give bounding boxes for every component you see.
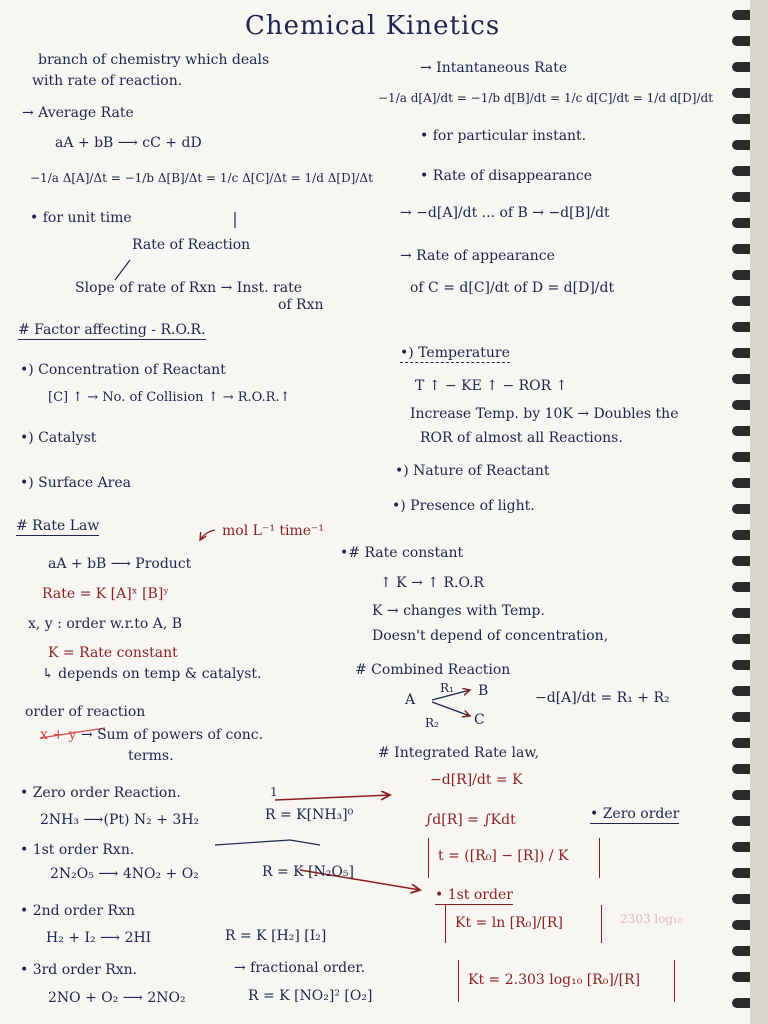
temperature-note-2: ROR of almost all Reactions.	[420, 430, 623, 446]
order-heading: order of reaction	[25, 704, 146, 720]
combined-reaction-heading: # Combined Reaction	[355, 662, 511, 678]
intro-line-2: with rate of reaction.	[32, 73, 183, 89]
rate-of-reaction-label: Rate of Reaction	[132, 237, 251, 253]
second-order-equation: H₂ + I₂ ⟶ 2HI	[46, 930, 152, 946]
order-terms: terms.	[128, 748, 174, 764]
zero-order-heading: • Zero order Reaction.	[20, 785, 181, 801]
rate-law-expression: Rate = K [A]ˣ [B]ʸ	[42, 586, 170, 602]
first-order-equation: 2N₂O₅ ⟶ 4NO₂ + O₂	[50, 866, 199, 882]
unit-time-note: • for unit time	[30, 210, 132, 226]
temperature-note-1: Increase Temp. by 10K → Doubles the	[410, 406, 679, 422]
zero-order-equation: 2NH₃ ⟶(Pt) N₂ + 3H₂	[40, 812, 200, 828]
slope-note: Slope of rate of Rxn → Inst. rate	[75, 280, 303, 296]
concentration-effect: [C] ↑ → No. of Collision ↑ → R.O.R.↑	[48, 390, 291, 405]
integrated-rate-2: ∫d[R] = ∫Kdt	[425, 812, 516, 828]
combined-R2: R₂	[425, 716, 439, 730]
integrated-rate-heading: # Integrated Rate law,	[378, 745, 540, 761]
combined-R1: R₁	[440, 681, 454, 695]
order-sum: x + y → Sum of powers of conc.	[40, 727, 264, 743]
integrated-rate-1: −d[R]/dt = K	[430, 772, 523, 788]
second-order-rate: R = K [H₂] [I₂]	[225, 928, 327, 944]
average-rate-heading: → Average Rate	[22, 105, 134, 121]
bleed-through-text: 2303 log₁₀	[620, 912, 683, 926]
rate-law-equation: aA + bB ⟶ Product	[48, 556, 192, 572]
rate-disappearance-heading: • Rate of disappearance	[420, 168, 593, 184]
order-sum-xy: x + y	[40, 727, 77, 743]
rate-constant-1: ↑ K → ↑ R.O.R	[380, 575, 485, 591]
rate-law-xy: x, y : order w.r.to A, B	[28, 616, 183, 632]
third-order-heading: • 3rd order Rxn.	[20, 962, 138, 978]
zero-order-label: • Zero order	[590, 806, 680, 822]
rate-law-heading: # Rate Law	[16, 518, 100, 534]
average-rate-expression: −1/a Δ[A]/Δt = −1/b Δ[B]/Δt = 1/c Δ[C]/Δt = 1/d Δ[D]/Δt	[30, 171, 373, 185]
first-order-rate: R = K [N₂O₅]	[262, 864, 354, 880]
zero-order-formula: t = ([R₀] − [R]) / K	[438, 848, 569, 864]
combined-A: A	[405, 692, 416, 708]
rate-disappearance-expression: → −d[A]/dt ... of B → −d[B]/dt	[400, 205, 610, 221]
intro-line-1: branch of chemistry which deals	[38, 52, 270, 68]
average-rate-equation: aA + bB ⟶ cC + dD	[55, 135, 202, 151]
rate-constant-heading: •# Rate constant	[340, 545, 464, 561]
rate-appearance-heading: → Rate of appearance	[400, 248, 555, 264]
combined-rate: −d[A]/dt = R₁ + R₂	[535, 690, 670, 706]
factor-catalyst: •) Catalyst	[20, 430, 97, 446]
factor-concentration: •) Concentration of Reactant	[20, 362, 226, 378]
first-order-formula-ln: Kt = ln [R₀]/[R]	[455, 915, 563, 931]
instantaneous-rate-heading: → Intantaneous Rate	[420, 60, 568, 76]
first-order-label: • 1st order	[435, 887, 513, 903]
combined-B: B	[478, 683, 489, 699]
combined-C: C	[474, 712, 485, 728]
factors-heading: # Factor affecting - R.O.R.	[18, 322, 206, 338]
temperature-effect: T ↑ − KE ↑ − ROR ↑	[415, 378, 568, 394]
second-order-heading: • 2nd order Rxn	[20, 903, 136, 919]
factor-temperature: •) Temperature	[400, 345, 510, 361]
rate-law-k: K = Rate constant	[48, 645, 178, 661]
page-title: Chemical Kinetics	[245, 11, 501, 41]
first-order-heading: • 1st order Rxn.	[20, 842, 135, 858]
zero-order-mark: 1	[270, 785, 278, 799]
rate-constant-2: K → changes with Temp.	[372, 603, 545, 619]
rate-appearance-expression: of C = d[C]/dt of D = d[D]/dt	[410, 280, 615, 296]
third-order-rate: R = K [NO₂]² [O₂]	[248, 988, 373, 1004]
rate-law-depends: ↳ depends on temp & catalyst.	[42, 666, 262, 682]
rate-constant-3: Doesn't depend of concentration,	[372, 628, 609, 644]
fractional-order-note: → fractional order.	[234, 960, 366, 976]
particular-instant-note: • for particular instant.	[420, 128, 587, 144]
instantaneous-rate-expression: −1/a d[A]/dt = −1/b d[B]/dt = 1/c d[C]/dt = 1/d d[D]/dt	[378, 91, 714, 105]
rate-law-units: mol L⁻¹ time⁻¹	[222, 523, 325, 539]
factor-light: •) Presence of light.	[392, 498, 535, 514]
zero-order-rate: R = K[NH₃]⁰	[265, 807, 354, 823]
third-order-equation: 2NO + O₂ ⟶ 2NO₂	[48, 990, 186, 1006]
factor-nature: •) Nature of Reactant	[395, 463, 550, 479]
factor-surface-area: •) Surface Area	[20, 475, 132, 491]
first-order-formula-log: Kt = 2.303 log₁₀ [R₀]/[R]	[468, 972, 641, 988]
slope-note-2: of Rxn	[278, 297, 324, 313]
